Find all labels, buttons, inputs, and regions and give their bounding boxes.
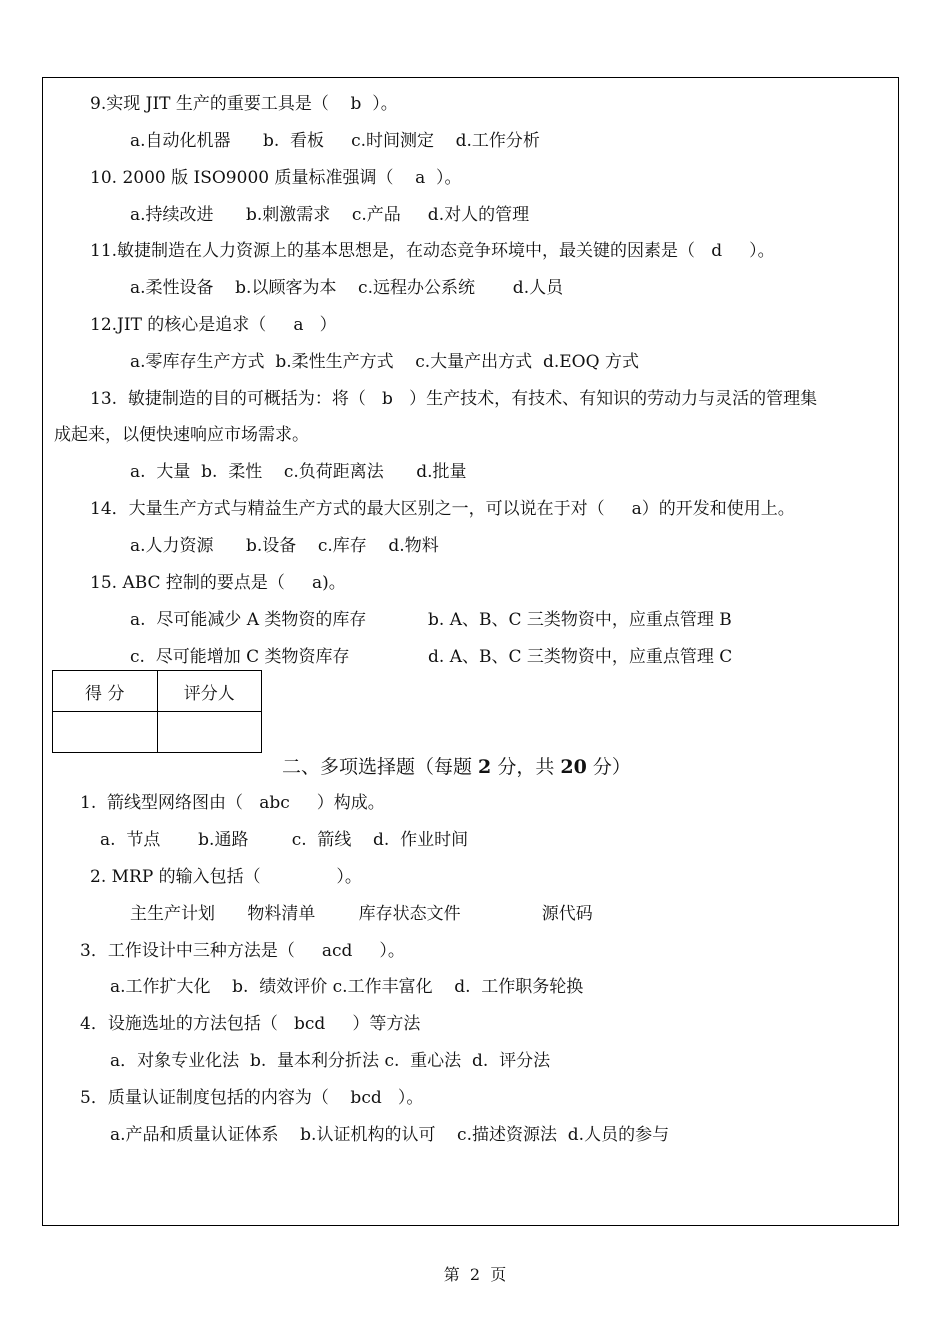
grader-header: 评分人	[157, 671, 262, 712]
question-13-stem-line2: 成起来，以便快速响应市场需求。	[54, 425, 309, 445]
question-10-options: a.持续改进 b.刺激需求 c.产品 d.对人的管理	[130, 205, 530, 225]
question-11-stem: 11.敏捷制造在人力资源上的基本思想是，在动态竞争环境中，最关键的因素是（ d ）。	[90, 241, 775, 261]
question-15-stem: 15. ABC 控制的要点是（ a)。	[90, 573, 346, 593]
multi-question-1-options: a. 节点 b.通路 c. 箭线 d. 作业时间	[100, 830, 469, 850]
section-2-points-each: 2	[478, 756, 492, 778]
multi-question-3-stem: 3．工作设计中三种方法是（ acd ）。	[80, 941, 405, 961]
question-12-stem: 12.JIT 的核心是追求（ a ）	[90, 315, 337, 335]
multi-question-5-stem: 5．质量认证制度包括的内容为（ bcd ）。	[80, 1088, 424, 1108]
question-13-stem-line1: 13. 敏捷制造的目的可概括为：将（ b ）生产技术，有技术、有知识的劳动力与灵活的管理集	[90, 389, 818, 409]
question-10-stem: 10. 2000 版 ISO9000 质量标准强调（ a ）。	[90, 168, 462, 188]
question-11-options: a.柔性设备 b.以顾客为本 c.远程办公系统 d.人员	[130, 278, 564, 298]
section-2-points-total: 20	[560, 756, 587, 778]
grader-cell[interactable]	[157, 712, 262, 753]
section-2-title	[282, 752, 631, 779]
multi-question-1-stem: 1. 箭线型网络图由（ abc ）构成。	[80, 793, 385, 813]
score-header: 得 分	[53, 671, 158, 712]
section-2-title-suffix: 分）	[586, 756, 631, 778]
multi-question-4-stem: 4．设施选址的方法包括（ bcd ）等方法	[80, 1014, 421, 1034]
question-13-options: a. 大量 b. 柔性 c.负荷距离法 d.批量	[130, 462, 467, 482]
question-14-stem: 14．大量生产方式与精益生产方式的最大区别之一，可以说在于对（ a）的开发和使用上。	[90, 499, 795, 519]
question-12-options: a.零库存生产方式 b.柔性生产方式 c.大量产出方式 d.EOQ 方式	[130, 352, 639, 372]
question-15-option-d: d. A、B、C 三类物资中，应重点管理 C	[428, 647, 733, 667]
score-table	[52, 670, 262, 753]
question-15-option-b: b. A、B、C 三类物资中，应重点管理 B	[428, 610, 732, 630]
question-9-stem: 9.实现 JIT 生产的重要工具是（ b ）。	[90, 94, 398, 114]
multi-question-4-options: a．对象专业化法 b. 量本利分折法 c. 重心法 d. 评分法	[110, 1051, 551, 1071]
multi-question-5-options: a.产品和质量认证体系 b.认证机构的认可 c.描述资源法 d.人员的参与	[110, 1125, 670, 1145]
multi-question-2-stem: 2. MRP 的输入包括（ ）。	[90, 867, 362, 887]
section-2-title-prefix: 二、多项选择题（每题	[282, 756, 479, 778]
multi-question-2-options: 主生产计划 物料清单 库存状态文件 源代码	[130, 904, 593, 924]
multi-question-3-options: a.工作扩大化 b. 绩效评价 c.工作丰富化 d. 工作职务轮换	[110, 977, 584, 997]
question-9-options: a.自动化机器 b. 看板 c.时间测定 d.工作分析	[130, 131, 540, 151]
section-2-title-mid: 分，共	[491, 756, 561, 778]
question-15-option-c: c. 尽可能增加 C 类物资库存	[130, 647, 350, 667]
question-14-options: a.人力资源 b.设备 c.库存 d.物料	[130, 536, 439, 556]
score-cell[interactable]	[53, 712, 158, 753]
page-number: 第 2 页	[443, 1265, 507, 1284]
question-15-option-a: a. 尽可能减少 A 类物资的库存	[130, 610, 367, 630]
